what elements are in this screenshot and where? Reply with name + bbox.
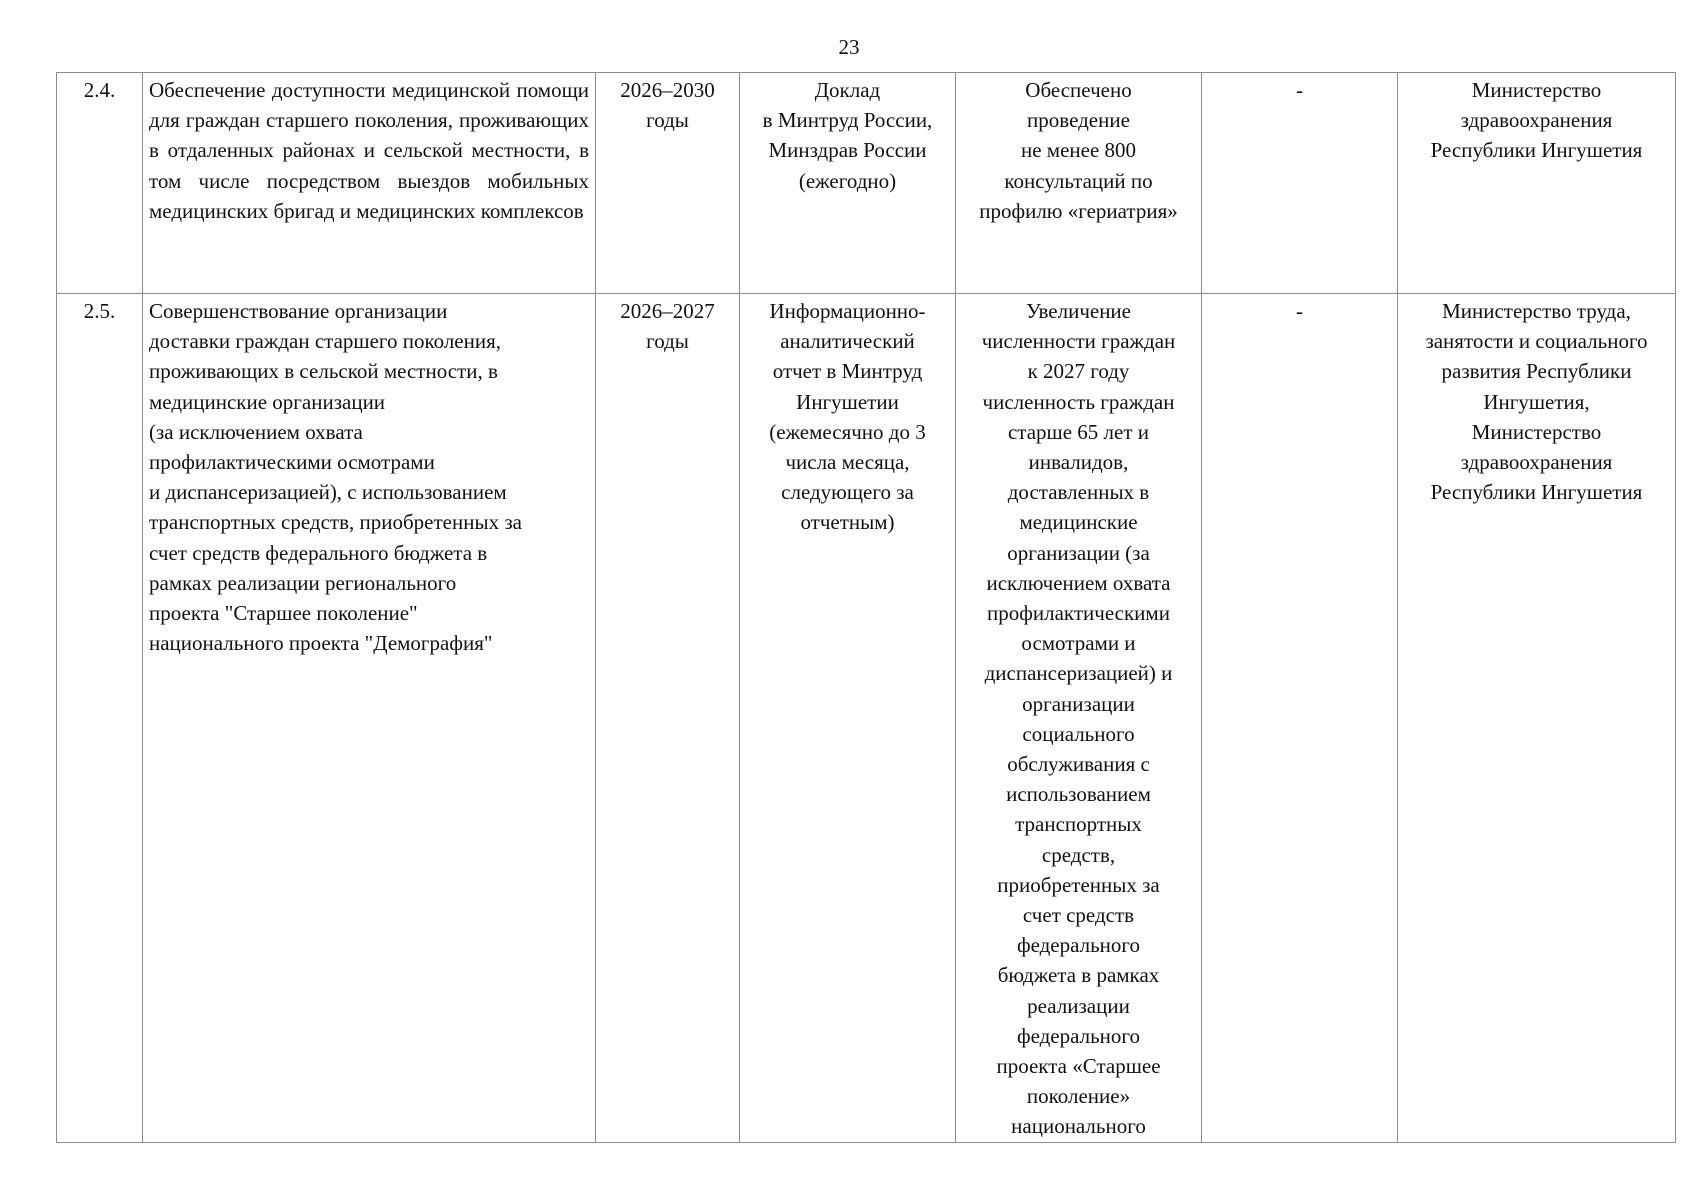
text-line: бюджета в рамках	[997, 963, 1160, 988]
text-line: Увеличение	[1025, 299, 1131, 323]
text-line: Министерство	[1471, 78, 1602, 102]
text-line: Совершенствование организации	[149, 299, 448, 323]
measure-description-cell	[143, 294, 596, 1143]
responsible-executor-cell	[1398, 73, 1676, 294]
text-line: проведение	[1027, 108, 1130, 133]
term-cell	[596, 73, 740, 294]
text-line: транспортных	[1015, 812, 1142, 837]
report-form-cell	[740, 73, 956, 294]
text-line: аналитический	[780, 329, 915, 354]
text-line: Министерство труда,	[1442, 299, 1631, 323]
report-form-cell	[740, 294, 956, 1143]
table-row	[57, 294, 1676, 1143]
text-line: диспансеризацией) и	[984, 661, 1173, 686]
text-line: не менее 800	[1020, 138, 1137, 163]
text-line: консультаций по	[1004, 168, 1153, 193]
text-line: годы	[646, 108, 689, 133]
text-line: приобретенных за	[997, 872, 1160, 897]
text-line: к 2027 году	[1027, 359, 1130, 384]
text-line: отчет в Минтруд	[772, 359, 923, 384]
text-line: Ингушетии	[796, 389, 899, 414]
text-line: Минздрав России	[768, 138, 927, 163]
text-line: организации (за	[1007, 540, 1150, 565]
text-line: здравоохранения	[1460, 450, 1613, 475]
text-line: поколение»	[1026, 1084, 1131, 1109]
measures-table	[56, 72, 1676, 1143]
text-line: старше 65 лет и	[1007, 419, 1150, 444]
text-line: осмотрами и	[1021, 631, 1136, 656]
text-line: Обеспечено	[1025, 78, 1132, 102]
expected-result-cell	[956, 294, 1202, 1143]
page-number: 23	[838, 35, 860, 59]
row-number-cell: 2.4.	[57, 73, 143, 294]
text-line: (ежемесячно до 3	[769, 419, 926, 444]
text-line: инвалидов,	[1028, 450, 1129, 475]
text-line: Ингушетия,	[1483, 389, 1590, 414]
text-line: проекта "Старшее поколение"	[149, 601, 418, 626]
text-line: федерального	[1016, 1023, 1141, 1048]
text-line: Информационно-	[769, 299, 926, 323]
text-line: численности граждан	[981, 329, 1176, 354]
text-line: доставленных в	[1007, 480, 1150, 505]
text-line: (за исключением охвата	[149, 419, 363, 444]
text-line: численность граждан	[982, 389, 1175, 414]
text-line: следующего за	[781, 480, 914, 505]
text-line: использованием	[1006, 782, 1151, 807]
table-row	[57, 73, 1676, 294]
text-line: Республики Ингушетия	[1430, 138, 1643, 163]
text-line: медицинские	[1019, 510, 1138, 535]
row-number-cell: 2.5.	[57, 294, 143, 1143]
text-line: годы	[646, 329, 689, 354]
text-line: федерального	[1016, 933, 1141, 958]
text-line: счет средств	[1022, 903, 1135, 928]
expected-result-cell	[956, 73, 1202, 294]
text-line: медицинские организации	[149, 389, 386, 414]
text-line: рамках реализации регионального	[149, 570, 457, 595]
term-cell	[596, 294, 740, 1143]
text-line: социального	[1022, 721, 1135, 746]
text-line: Доклад	[814, 78, 881, 102]
text-line: 2026–2030	[620, 78, 715, 102]
text-line: занятости и социального	[1425, 329, 1648, 354]
text-line: транспортных средств, приобретенных за	[149, 510, 522, 535]
text-line: средств,	[1041, 842, 1116, 867]
text-line: проживающих в сельской местности, в	[149, 359, 498, 384]
text-line: Министерство	[1471, 419, 1602, 444]
text-line: обслуживания с	[1007, 752, 1150, 777]
text-line: развития Республики	[1441, 359, 1632, 384]
text-line: числа месяца,	[785, 450, 910, 475]
text-line: исключением охвата	[986, 570, 1171, 595]
text-line: профилактическими	[987, 601, 1170, 626]
text-line: доставки граждан старшего поколения,	[149, 329, 502, 354]
text-line: (ежегодно)	[798, 168, 897, 193]
text-line: организации	[1022, 691, 1135, 716]
funding-cell: -	[1202, 294, 1398, 1143]
text-line: профилактическими осмотрами	[149, 450, 435, 475]
text-line: здравоохранения	[1460, 108, 1613, 133]
text-line: национального проекта "Демография"	[149, 631, 493, 656]
text-line: реализации	[1027, 993, 1130, 1018]
text-line: отчетным)	[800, 510, 895, 535]
funding-cell: -	[1202, 73, 1398, 294]
text-line: профилю «гериатрия»	[979, 198, 1178, 223]
measure-description-cell: Обеспечение доступности медицинской помощи для граждан старшего поколения, проживающих в отдаленных районах и сельской местности, в том числе посредством выездов мобильных медицинских бригад и медицинских комплексов	[143, 73, 596, 294]
text-line: в Минтруд России,	[762, 108, 933, 133]
text-line: Республики Ингушетия	[1430, 480, 1643, 505]
text-line: национального	[1011, 1114, 1146, 1139]
text-line: и диспансеризацией), с использованием	[149, 480, 507, 505]
responsible-executor-cell	[1398, 294, 1676, 1143]
text-line: проекта «Старшее	[996, 1054, 1161, 1079]
text-line: 2026–2027	[620, 299, 715, 323]
text-line: счет средств федерального бюджета в	[149, 540, 488, 565]
